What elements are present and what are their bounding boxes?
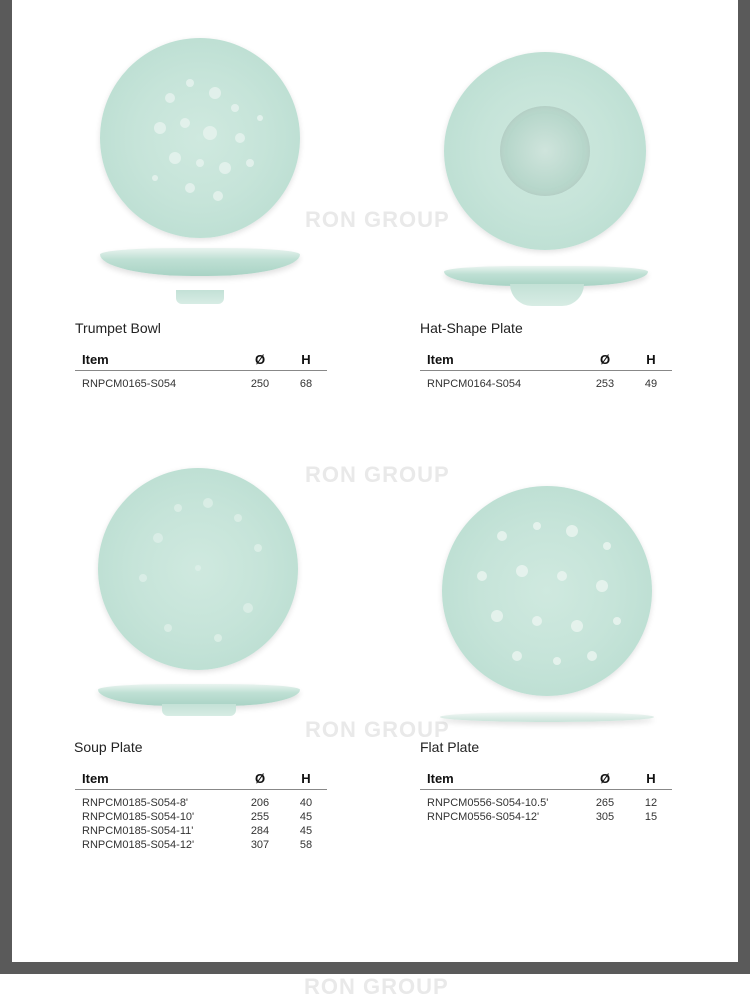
height-value: 45	[299, 811, 313, 823]
diameter-value: 265	[595, 797, 615, 809]
flat-plate-top-photo	[442, 486, 652, 696]
hat-plate-foot	[510, 284, 584, 306]
table-row	[420, 810, 672, 824]
height-value: 49	[644, 378, 658, 390]
item-code: RNPCM0556-S054-10.5'	[427, 797, 549, 809]
column-header-height: H	[630, 352, 672, 371]
table-row	[420, 790, 672, 811]
diameter-value: 250	[250, 378, 270, 390]
column-header-diameter: Ø	[580, 352, 630, 371]
column-header-item: Item	[420, 352, 580, 371]
product-title: Trumpet Bowl	[75, 320, 161, 336]
soup-plate-foot	[162, 704, 236, 716]
spec-table-hat-shape-plate	[420, 352, 672, 391]
column-header-diameter: Ø	[235, 771, 285, 790]
product-title: Flat Plate	[420, 739, 480, 755]
item-code: RNPCM0556-S054-12'	[427, 811, 540, 823]
item-code: RNPCM0185-S054-11'	[82, 825, 194, 837]
column-header-height: H	[285, 771, 327, 790]
item-code: RNPCM0185-S054-12'	[82, 839, 195, 851]
item-code: RNPCM0164-S054	[427, 378, 522, 390]
trumpet-bowl-top-photo	[100, 38, 300, 238]
product-title: Hat-Shape Plate	[420, 320, 523, 336]
diameter-value: 255	[250, 811, 270, 823]
height-value: 68	[299, 378, 313, 390]
height-value: 15	[644, 811, 658, 823]
diameter-value: 284	[250, 825, 270, 837]
height-value: 40	[299, 797, 313, 809]
spec-table-trumpet-bowl	[75, 352, 327, 391]
item-code: RNPCM0165-S054	[82, 378, 177, 390]
column-header-item: Item	[75, 352, 235, 371]
column-header-diameter: Ø	[235, 352, 285, 371]
hat-plate-top-photo	[444, 52, 646, 250]
column-header-diameter: Ø	[580, 771, 630, 790]
table-row	[75, 810, 327, 824]
item-code: RNPCM0185-S054-10'	[82, 811, 195, 823]
glaze-crystal-pattern	[98, 468, 298, 670]
watermark: RON GROUP	[305, 717, 450, 742]
column-header-item: Item	[75, 771, 235, 790]
table-row	[420, 371, 672, 392]
next-page-strip	[0, 974, 750, 998]
spec-table-soup-plate	[75, 771, 327, 852]
column-header-height: H	[285, 352, 327, 371]
diameter-value: 305	[595, 811, 615, 823]
diameter-value: 253	[595, 378, 615, 390]
table-row	[75, 371, 327, 392]
table-row	[75, 838, 327, 852]
height-value: 58	[299, 839, 313, 851]
hat-plate-side-photo	[444, 266, 648, 286]
column-header-item: Item	[420, 771, 580, 790]
catalog-page	[12, 0, 738, 962]
trumpet-bowl-foot	[176, 290, 224, 304]
column-header-height: H	[630, 771, 672, 790]
watermark: RON GROUP	[305, 462, 450, 487]
height-value: 12	[644, 797, 658, 809]
trumpet-bowl-side-photo	[100, 248, 300, 276]
table-row	[75, 824, 327, 838]
glaze-crystal-pattern	[100, 38, 300, 238]
soup-plate-side-photo	[98, 684, 300, 706]
glaze-crystal-pattern	[442, 486, 652, 696]
watermark: RON GROUP	[304, 974, 449, 998]
flat-plate-side-photo	[440, 712, 654, 722]
diameter-value: 206	[250, 797, 270, 809]
height-value: 45	[299, 825, 313, 837]
product-title: Soup Plate	[74, 739, 143, 755]
watermark: RON GROUP	[305, 207, 450, 232]
spec-table-flat-plate	[420, 771, 672, 824]
table-row	[75, 790, 327, 811]
diameter-value: 307	[250, 839, 270, 851]
soup-plate-top-photo	[98, 468, 298, 670]
hat-plate-well	[500, 106, 590, 196]
item-code: RNPCM0185-S054-8'	[82, 797, 189, 809]
